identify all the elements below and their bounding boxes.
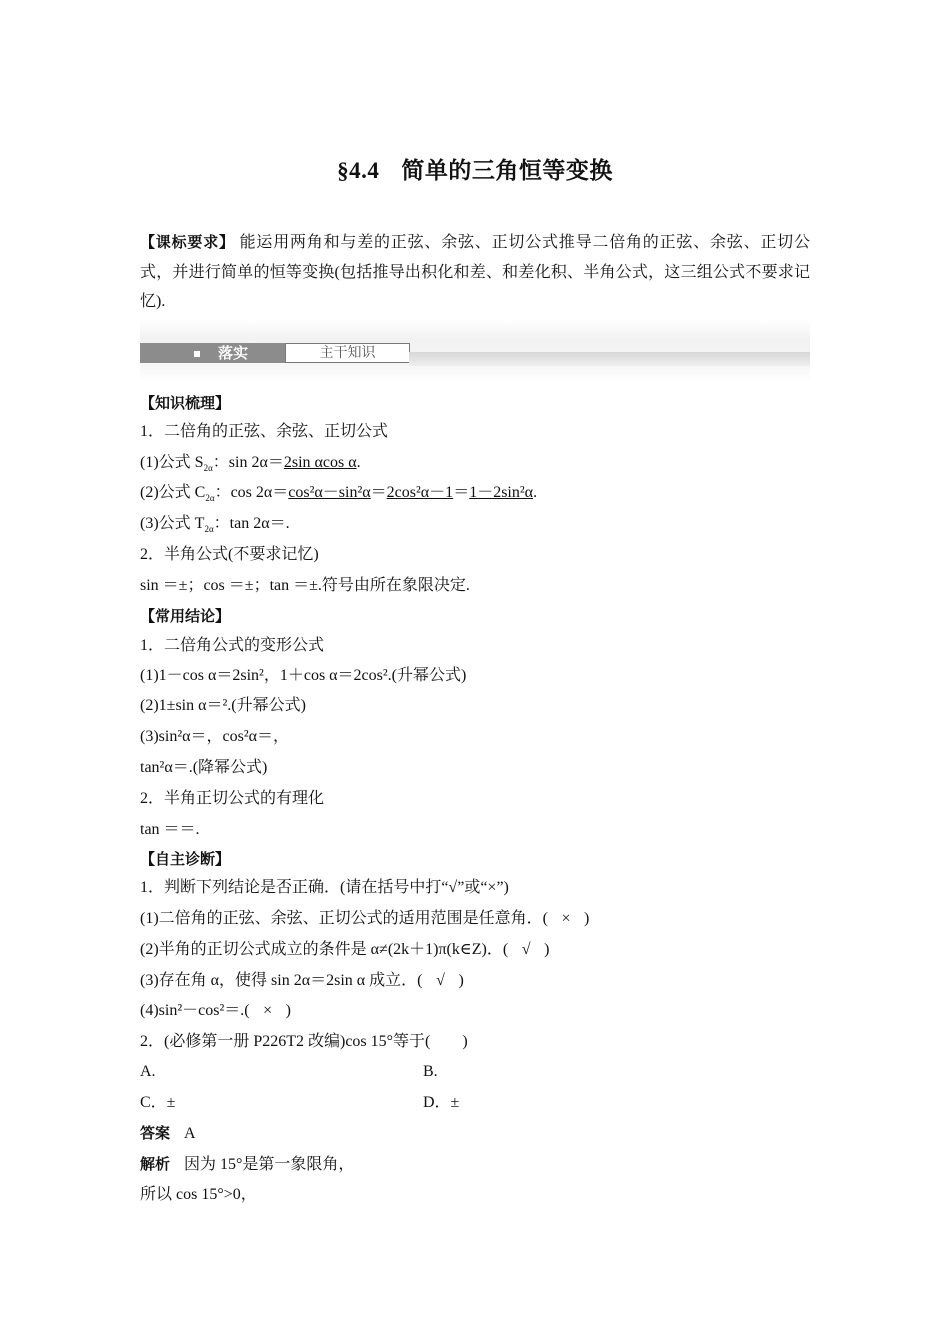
banner-right: 主干知识 [285, 343, 410, 363]
conclusion-formula-3: (3)sin²α＝，cos²α＝， [140, 728, 290, 745]
page-title [0, 152, 950, 185]
option-c: C．± [140, 1094, 176, 1111]
formula-c2a: (2)公式 $C_{2\alpha}$：cos 2α＝cos²α－sin²α＝2cos²α－1＝1－2sin²α. [140, 484, 538, 504]
analysis-line-2: 所以 cos 15°>0， [140, 1186, 257, 1203]
requirement-label: 【课标要求】 [140, 233, 235, 251]
knowledge-heading: 【知识梳理】 [140, 394, 231, 412]
conclusion-item-2: 2．半角正切公式的有理化 [140, 790, 325, 807]
answer-value: A [184, 1125, 196, 1142]
judgement-1: (1)二倍角的正弦、余弦、正切公式的适用范围是任意角．( × ) [140, 910, 590, 927]
option-d: D．± [423, 1094, 460, 1111]
answer-line [140, 1123, 196, 1144]
square-bullet-icon [194, 351, 200, 357]
half-angle-formulas: sin ＝±；cos ＝±；tan ＝±.符号由所在象限决定. [140, 577, 470, 594]
analysis-text: 因为 15°是第一象限角， [184, 1156, 355, 1173]
answer-label: 答案 [140, 1124, 171, 1142]
judgement-2: (2)半角的正切公式成立的条件是 α≠(2k＋1)π(k∈Z)．( √ ) [140, 941, 550, 958]
knowledge-item-2: 2．半角公式(不要求记忆) [140, 546, 319, 563]
curriculum-requirement [140, 228, 810, 317]
conclusion-item-1: 1．二倍角公式的变形公式 [140, 637, 325, 654]
conclusions-heading: 【常用结论】 [140, 607, 231, 625]
judgement-4: (4)sin²－cos²＝.( × ) [140, 1002, 291, 1019]
formula-t2a: (3)公式 $T_{2\alpha}$：tan 2α＝. [140, 515, 290, 535]
section-title: 简单的三角恒等变换 [401, 158, 613, 184]
knowledge-item-1: 1．二倍角的正弦、余弦、正切公式 [140, 423, 389, 440]
check-mark: √ [521, 941, 531, 958]
formula-s2a: (1)公式 $S_{2\alpha}$：sin 2α＝2sin αcos α. [140, 454, 361, 474]
judgement-3: (3)存在角 α，使得 sin 2α＝2sin α 成立．( √ ) [140, 972, 464, 989]
requirement-text: 能运用两角和与差的正弦、余弦、正切公式推导二倍角的正弦、余弦、正切公式，并进行简单的恒等变换(包括推导出积化和差、和差化积、半角公式，这三组公式不要求记忆). [140, 234, 810, 310]
analysis-line [140, 1154, 354, 1175]
question-1: 1．判断下列结论是否正确．(请在括号中打“√”或“×”) [140, 879, 509, 896]
conclusion-formula-2: (2)1±sin α＝².(升幂公式) [140, 697, 306, 714]
banner-left [140, 343, 285, 363]
answer-blank: cos²α－sin²α [288, 484, 371, 501]
section-number: §4.4 [337, 158, 380, 183]
option-b: B. [423, 1063, 438, 1080]
cross-mark: × [263, 1002, 273, 1019]
option-a: A. [140, 1063, 156, 1080]
question-2: 2．(必修第一册 P226T2 改编)cos 15°等于( ) [140, 1033, 468, 1050]
answer-blank: 1－2sin²α [469, 484, 534, 501]
conclusion-formula-4: tan²α＝.(降幂公式) [140, 759, 268, 776]
banner-rule [409, 352, 810, 366]
analysis-label: 解析 [140, 1155, 171, 1173]
answer-blank: 2cos²α－1 [386, 484, 454, 501]
conclusion-formula-1: (1)1－cos α＝2sin²，1＋cos α＝2cos².(升幂公式) [140, 667, 467, 684]
cross-mark: × [561, 910, 571, 927]
diagnosis-heading: 【自主诊断】 [140, 850, 231, 868]
banner-left-label: 落实 [218, 344, 249, 362]
answer-blank: 2sin αcos α [283, 454, 357, 471]
conclusion-formula-5: tan ＝＝. [140, 821, 200, 838]
check-mark: √ [436, 972, 445, 989]
